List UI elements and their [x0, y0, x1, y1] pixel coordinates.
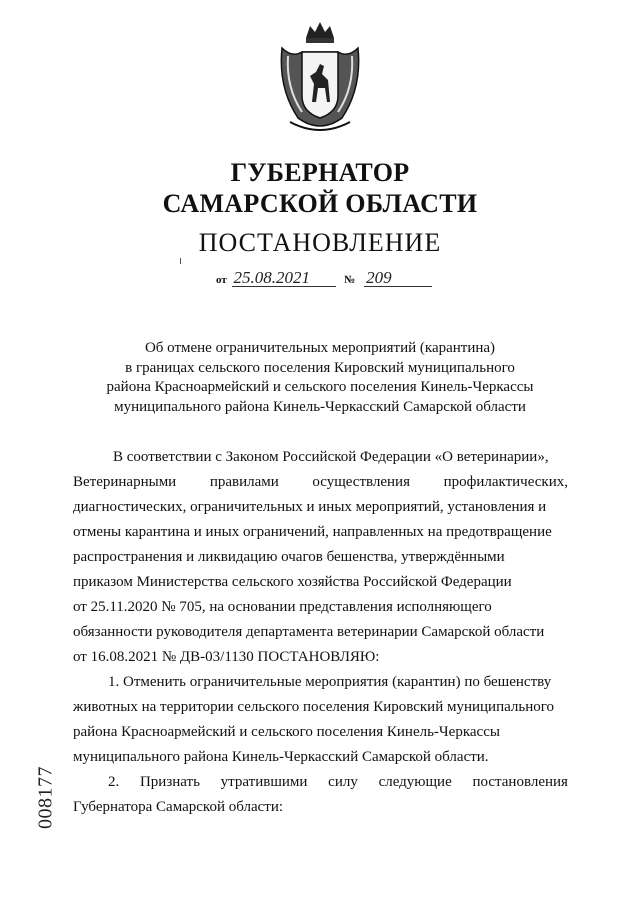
handwritten-number: 209	[364, 270, 432, 287]
subject-line: Об отмене ограничительных мероприятий (карантина)	[144, 340, 496, 356]
text-fragment: обязанности руководителя департамента ветеринарии Самарской области	[73, 624, 545, 640]
text-fragment: силу	[328, 774, 358, 790]
item2-line	[73, 770, 568, 795]
document-type-title: ПОСТАНОВЛЕНИЕ	[198, 228, 442, 257]
preamble-line	[73, 495, 568, 520]
text-fragment: утратившими	[220, 774, 308, 790]
handwritten-date: 25.08.2021	[232, 270, 336, 287]
decree-body	[73, 445, 568, 820]
text-fragment: 2.	[108, 774, 120, 790]
text-fragment: 1. Отменить ограничительные мероприятия (карантин) по бешенству	[108, 674, 552, 690]
text-fragment: животных на территории сельского поселения Кировский муниципального	[73, 699, 555, 715]
subject-line: в границах сельского поселения Кировский муниципального	[125, 359, 515, 376]
text-fragment: следующие	[378, 774, 452, 790]
preamble-line	[73, 470, 568, 495]
item1-line	[73, 720, 568, 745]
item2-line	[73, 795, 568, 820]
text-fragment: распространения и ликвидацию очагов бешенства, утверждёнными	[73, 549, 505, 565]
preamble-line	[73, 595, 568, 620]
preamble-line	[73, 445, 568, 470]
text-fragment: Признать	[139, 774, 200, 790]
number-sign-label: №	[344, 274, 356, 286]
text-fragment: постановления	[472, 774, 568, 790]
preamble-line	[73, 645, 568, 670]
text-fragment: от 25.11.2020 № 705, на основании представления исполняющего	[73, 599, 492, 615]
text-fragment: Ветеринарными	[73, 474, 177, 490]
text-fragment: диагностических, ограничительных и иных мероприятий, установления и	[73, 499, 547, 515]
registration-stamp	[34, 766, 56, 830]
preamble-line	[73, 570, 568, 595]
item1-line	[73, 745, 568, 770]
item1-line	[73, 670, 568, 695]
coat-of-arms-emblem	[268, 18, 372, 136]
text-fragment: профилактических,	[443, 474, 568, 490]
text-fragment: района Красноармейский и сельского поселения Кинель-Черкассы	[73, 724, 500, 740]
scan-mark	[180, 258, 181, 264]
item1-line	[73, 695, 568, 720]
preamble-line	[73, 545, 568, 570]
preamble-line	[73, 620, 568, 645]
subject-line: муниципального района Кинель-Черкасский Самарской области	[114, 398, 526, 415]
text-fragment: осуществления	[312, 474, 410, 490]
text-fragment: правилами	[209, 474, 279, 490]
text-fragment: приказом Министерства сельского хозяйства Российской Федерации	[73, 574, 512, 590]
text-fragment: отмены карантина и иных ограничений, направленных на предотвращение	[73, 524, 552, 540]
date-from-label: от	[216, 274, 227, 286]
preamble-line	[73, 520, 568, 545]
issuer-title-line2: САМАРСКОЙ ОБЛАСТИ	[162, 189, 478, 218]
text-fragment: от 16.08.2021 № ДВ-03/1130 ПОСТАНОВЛЯЮ:	[73, 649, 380, 665]
subject-line: района Красноармейский и сельского поселения Кинель-Черкассы	[106, 379, 534, 395]
text-fragment: В соответствии с Законом Российской Федерации «О ветеринарии»,	[113, 449, 549, 465]
text-fragment: Губернатора Самарской области:	[73, 799, 284, 815]
issuer-title-line1: ГУБЕРНАТОР	[230, 158, 410, 187]
date-number-line	[216, 270, 432, 292]
text-fragment: муниципального района Кинель-Черкасский Самарской области.	[73, 749, 489, 765]
decree-subject	[60, 339, 580, 417]
stamp-number: 008177	[34, 766, 57, 829]
